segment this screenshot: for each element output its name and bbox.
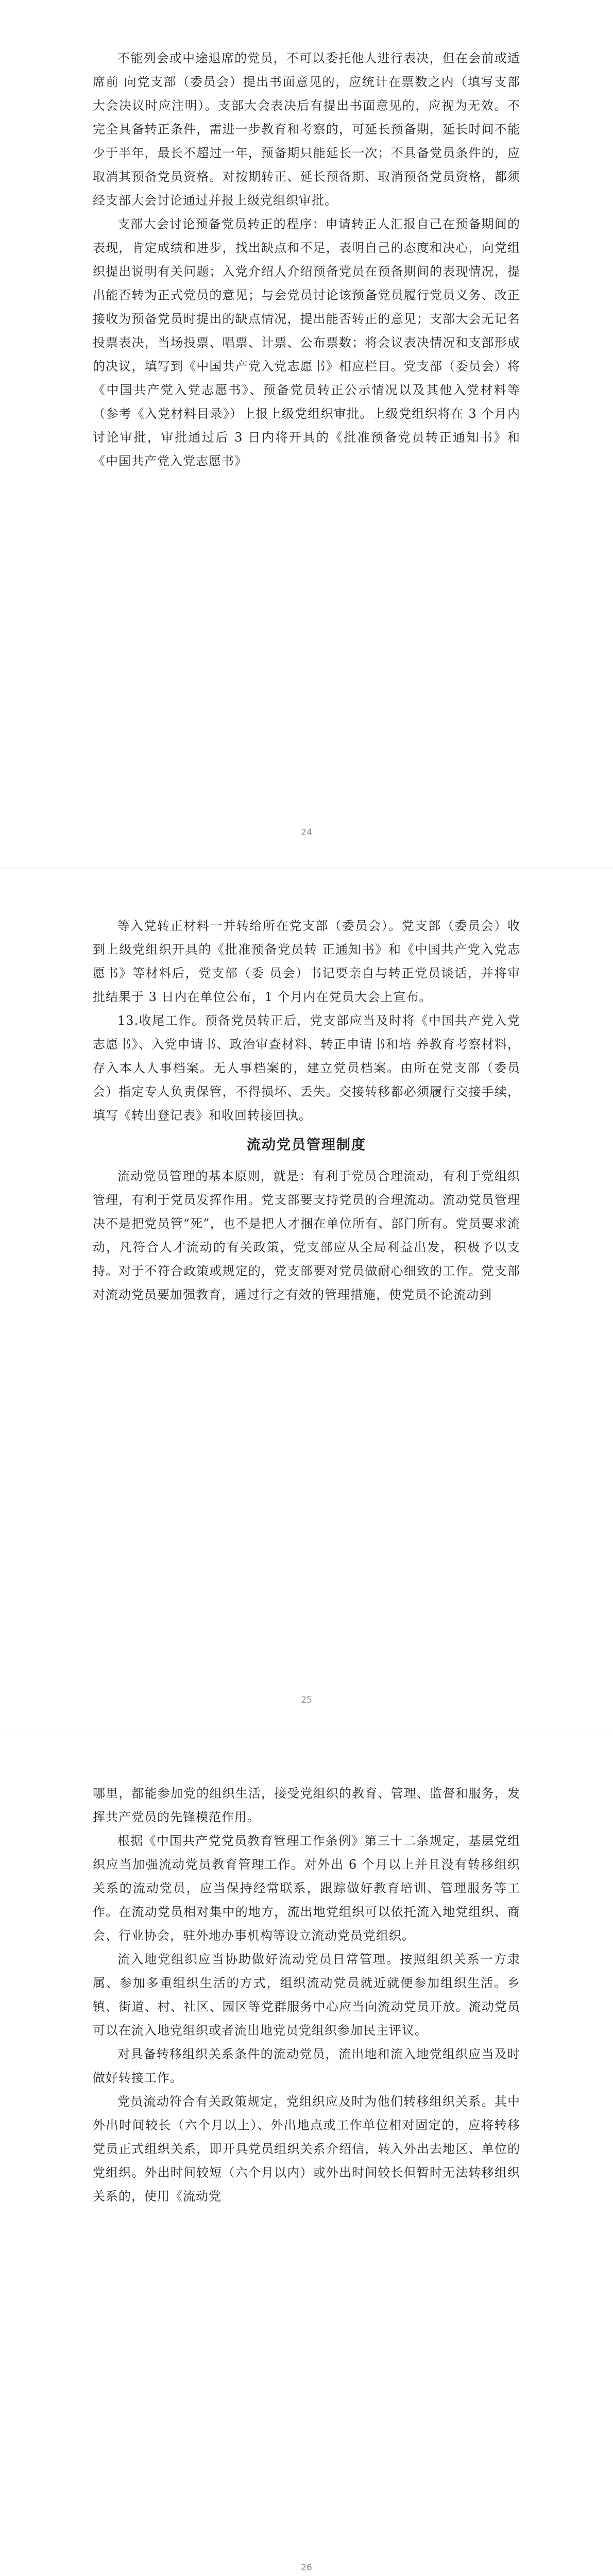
- paragraph: 根据《中国共产党党员教育管理工作条例》第三十二条规定，基层党组织应当加强流动党员教育管理工作。对外出 6 个月以上并且没有转移组织关系的流动党员，应当保持经常联系，跟踪做好教育培训、管理服务等工作。在流动党员相对集中的地方，流出地党组织可以依托流入地党组织、商会、行业协会，驻外地办事机构等设立流动党员党组织。: [93, 1834, 520, 1943]
- paragraph: 不能列会或中途退席的党员，不可以委托他人进行表决，但在会前或适席前 向党支部（委员会）提出书面意见的，应统计在票数之内（填写支部大会决议时应注明）。支部大会表决后有提出书面意见的，应视为无效。不完全具备转正条件，需进一步教育和考察的，可延长预备期，延长时间不能少于半年，最长不超过一年，预备期只能延长一次；不具备党员条件的，应取消其预备党员资格。对按期转正、延长预备期、取消预备党员资格，都须经支部大会讨论通过并报上级党组织审批。: [93, 51, 520, 208]
- section-heading: 流动党员管理制度: [247, 1137, 366, 1153]
- page-2-content: [93, 914, 520, 1307]
- paragraph: 党员流动符合有关政策规定，党组织应及时为他们转移组织关系。其中外出时间较长（六个月以上）、外出地点或工作单位相对固定的，应将转移党员正式组织关系，即开具党员组织关系介绍信，转入外出去地区、单位的党组织。外出时间较短（六个月以内）或外出时间较长但暂时无法转移组织关系的，使用《流动党: [93, 2094, 520, 2204]
- document-page-1: [0, 0, 613, 867]
- paragraph: 对具备转移组织关系条件的流动党员，流出地和流入地党组织应当及时做好转接工作。: [93, 2047, 520, 2085]
- page-number: 26: [301, 2563, 312, 2573]
- page-number: 25: [301, 1695, 312, 1705]
- page-1-content: [93, 46, 520, 473]
- paragraph: 流入地党组织应当协助做好流动党员日常管理。按照组织关系一方隶属、参加多重组织生活的方式，组织流动党员就近就便参加组织生活。乡镇、街道、村、社区、园区等党群服务中心应当向流动党员开放。流动党员可以在流入地党组织或者流出地党员党组织参加民主评议。: [93, 1952, 520, 2038]
- page-3-content: [93, 1782, 520, 2208]
- paragraph: 哪里，都能参加党的组织生活，接受党组织的教育、管理、监督和服务，发挥共产党员的先锋模范作用。: [93, 1786, 520, 1824]
- paragraph: 等入党转正材料一并转给所在党支部（委员会）。党支部（委员会）收到上级党组织开具的《批准预备党员转 正通知书》和《中国共产党入党志愿书》等材料后，党支部（委 员会）书记要亲自与转正党员谈话，并将审批结果于 3 日内在单位公布，1 个月内在党员大会上宣布。: [93, 919, 520, 1004]
- paragraph: 13.收尾工作。预备党员转正后，党支部应当及时将《中国共产党入党志愿书》、入党申请书、政治审查材料、转正申请书和培 养教育考察材料，存入本人人事档案。无人事档案的，建立党员档案。由所在党支部（委员会）指定专人负责保管，不得损坏、丢失。交接转移都必须履行交接手续，填写《转出登记表》和收回转接回执。: [93, 1013, 520, 1123]
- paragraph: 支部大会讨论预备党员转正的程序：申请转正人汇报自己在预备期间的表现，肯定成绩和进步，找出缺点和不足，表明自己的态度和决心，向党组织提出说明有关问题；入党介绍人介绍预备党员在预备期间的表现情况，提出能否转为正式党员的意见；与会党员讨论该预备党员履行党员义务、改正接收为预备党员时提出的缺点情况，提出能否转正的意见；支部大会无记名投票表决，当场投票、唱票、计票、公布票数；将会议表决情况和支部形成的决议，填写到《中国共产党入党志愿书》相应栏目。党支部（委员会）将《中国共产党入党志愿书》、预备党员转正公示情况以及其他入党材料等（参考《入党材料目录》）上报上级党组织审批。上级党组织将在 3 个月内讨论审批，审批通过后 3 日内将开具的《批准预备党员转正通知书》和《中国共产党入党志愿书》: [93, 217, 520, 468]
- page-number: 24: [301, 827, 312, 838]
- document-page-2: [0, 868, 613, 1735]
- document-page-3: [0, 1735, 613, 2576]
- paragraph: 流动党员管理的基本原则，就是：有利于党员合理流动，有利于党组织管理，有利于党员发挥作用。党支部要支持党员的合理流动。流动党员管理决不是把党员管“死”，也不是把人才捆在单位所有、部门所有。党员要求流动，凡符合人才流动的有关政策，党支部应从全局利益出发，积极予以支持。对于不符合政策或规定的，党支部要对党员做耐心细致的工作。党支部对流动党员要加强教育，通过行之有效的管理措施，使党员不论流动到: [93, 1169, 520, 1302]
